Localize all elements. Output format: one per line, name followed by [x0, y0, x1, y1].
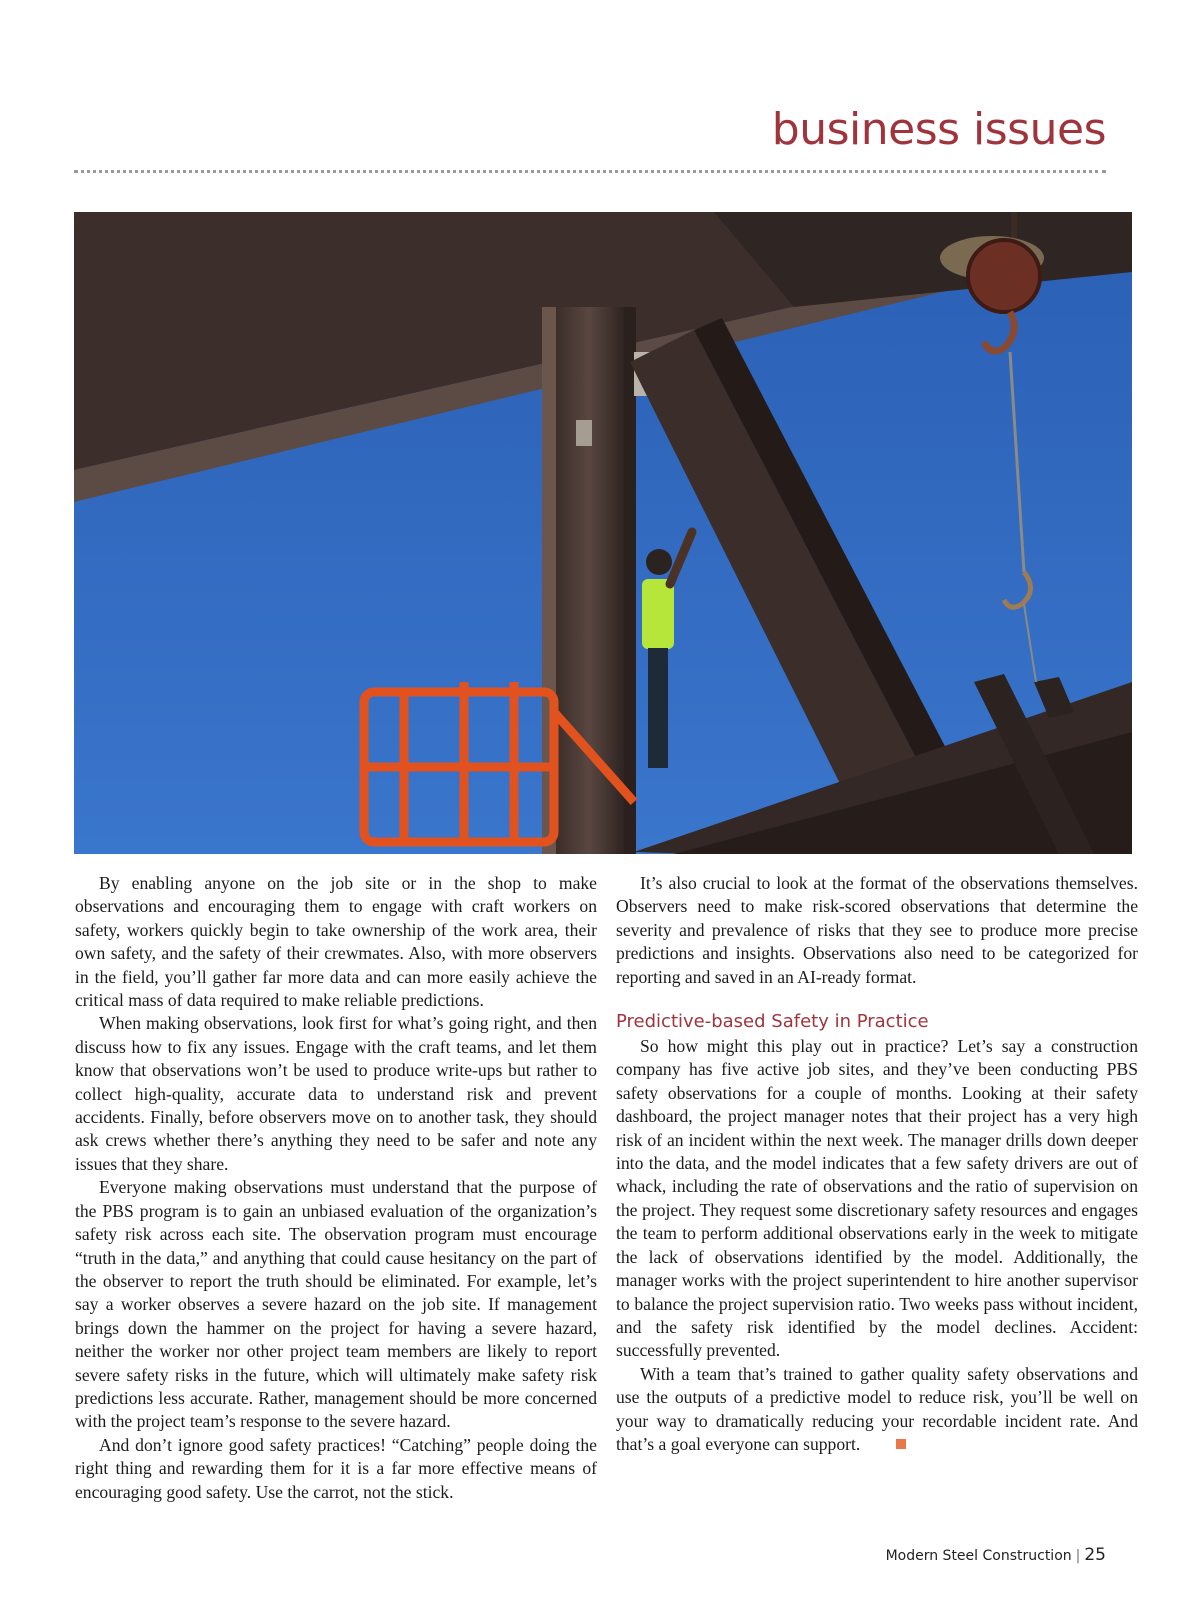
body-paragraph: By enabling anyone on the job site or in the shop to make observations and encouraging them to engage with craft workers on safety, workers quickly begin to take ownership of the work area, their own safety, and the safety of their crewmates. Also, with more observers in the field, you’ll gather far more data and can more easily achieve the critical mass of data required to make reliable predictions.: [75, 873, 597, 1011]
body-paragraph: Everyone making observations must understand that the purpose of the PBS program is to gain an unbiased evaluation of the organization’s safety risk across each site. The observation program must encourage “truth in the data,” and anything that could cause hesitancy on the part of the observer to report the truth should be eliminated. For example, let’s say a worker observes a severe hazard on the job site. If management brings down the hammer on the project for having a severe hazard, neither the worker nor other project team members are likely to report severe safety risks in the future, which will ultimately make safety risk predictions less accurate. Rather, management should be more concerned with the project team’s response to the severe hazard.: [75, 1177, 597, 1432]
section-title: business issues: [771, 104, 1106, 155]
section-subhead: Predictive-based Safety in Practice: [616, 1011, 929, 1033]
body-paragraph: It’s also crucial to look at the format of the observations themselves. Observers need to make risk-scored observations that determine the severity and prevalence of risks that they see to produce more precise predictions and insights. Observations also need to be categorized for reporting and saved in an AI-ready format.: [616, 873, 1138, 987]
body-paragraph: And don’t ignore good safety practices! “Catching” people doing the right thing and rewarding them for it is a far more effective means of encouraging good safety. Use the carrot, not the stick.: [75, 1434, 597, 1502]
page-footer: [886, 1545, 1106, 1565]
steel-erection-illustration: [74, 212, 1132, 854]
dotted-divider: [74, 170, 1106, 173]
article-column-left: [75, 872, 597, 1504]
article-column-right: [616, 872, 1138, 1456]
body-paragraph: When making observations, look first for what’s going right, and then discuss how to fix any issues. Engage with the craft teams, and let them know that observations won’t be used to produce write-ups but rather to collect high-quality, accurate data to understand risk and prevent accidents. Finally, before observers move on to another task, they should ask crews whether there’s anything they need to be safer and note any issues that they share.: [75, 1013, 597, 1174]
footer-separator: |: [1075, 1548, 1081, 1564]
construction-photo: [74, 212, 1132, 854]
body-paragraph-final: [616, 1363, 1138, 1457]
final-paragraph-text: With a team that’s trained to gather quality safety observations and use the outputs of a predictive model to reduce risk, you’ll be well on your way to dramatically reducing your recordable incident rate. And that’s a goal everyone can support.: [616, 1363, 1138, 1454]
body-paragraph: So how might this play out in practice? Let’s say a construction company has five active job sites, and they’ve been conducting PBS safety observations for a couple of months. Looking at their safety dashboard, the project manager notes that their project has a very high risk of an incident within the next week. The manager drills down deeper into the data, and the model indicates that a few safety drivers are out of whack, including the rate of observations and the ratio of supervision on the project. They request some discretionary safety resources and engages the team to perform additional observations early in the week to mitigate the lack of observations identified by the model. Additionally, the manager works with the project superintendent to hire another supervisor to balance the project supervision ratio. Two weeks pass without incident, and the safety risk identified by the model declines. Accident: successfully prevented.: [616, 1036, 1138, 1361]
publication-name: Modern Steel Construction: [885, 1548, 1072, 1564]
end-of-article-square-icon: [896, 1439, 906, 1449]
page-number: 25: [1084, 1545, 1106, 1565]
